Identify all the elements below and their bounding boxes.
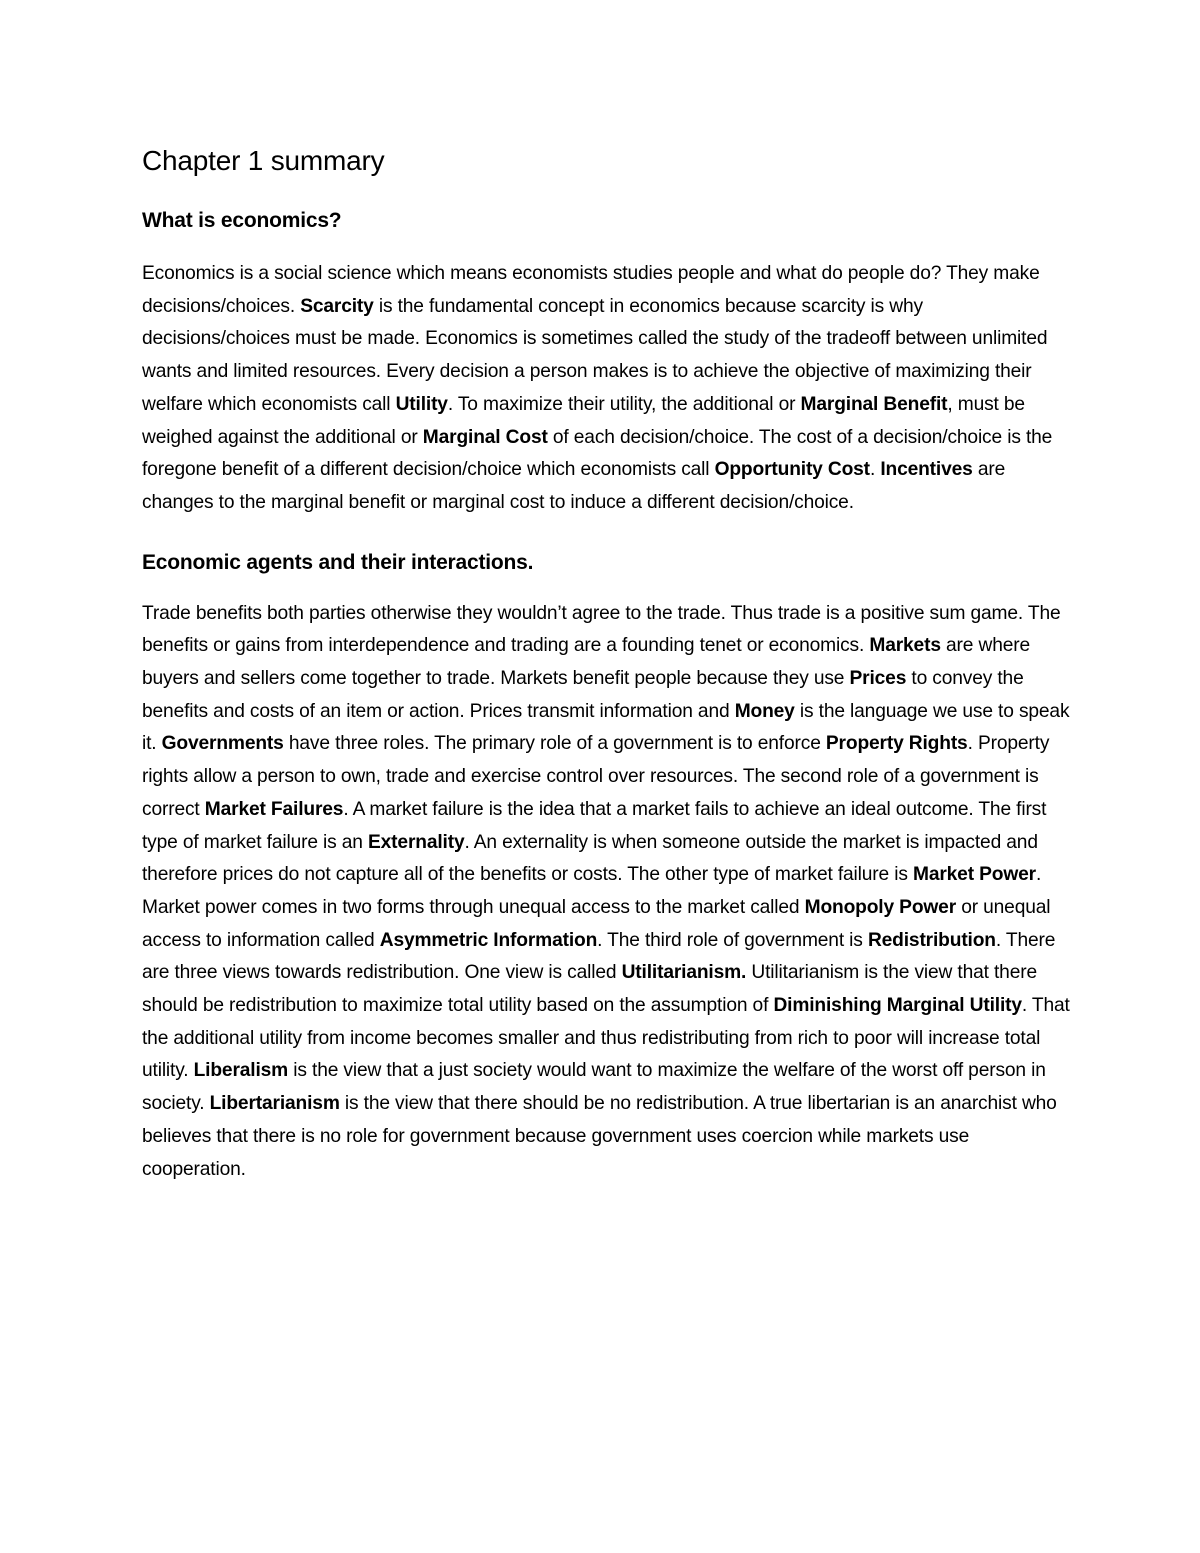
text-run: . A market failure is the idea that a market fails to achieve an ideal outcome. The first type of market failure is an (142, 798, 1047, 853)
key-term: Asymmetric Information (379, 929, 598, 951)
text-run: , must be weighed against the additional or (142, 393, 1025, 448)
key-term: Money (734, 700, 795, 722)
text-run: is the language we use to speak it. (142, 700, 1070, 755)
text-run: or unequal access to information called (142, 896, 1051, 951)
key-term: Diminishing Marginal Utility (773, 995, 1022, 1017)
key-term: Incentives (880, 459, 973, 481)
text-run: . An externality is when someone outside the market is impacted and therefore prices do not capture all of the benefits or costs. The other type of market failure is (142, 831, 1038, 886)
text-run: . That the additional utility from income becomes smaller and thus redistributing from rich to poor will increase total utility. (142, 995, 1070, 1082)
key-term: Market Failures (204, 798, 344, 820)
key-term: Opportunity Cost (714, 459, 870, 481)
text-run: are where buyers and sellers come together to trade. Markets benefit people because they use (142, 635, 1030, 690)
section-heading-economic-agents: Economic agents and their interactions. (142, 550, 534, 574)
key-term: Market Power (912, 864, 1036, 886)
key-term: Redistribution (867, 929, 996, 951)
key-term: Utilitarianism. (621, 962, 747, 984)
text-run: is the fundamental concept in economics because scarcity is why decisions/choices must be made. Economics is sometimes called the study of the tradeoff between unlimited wants and limited resources. Every decision a person makes is to achieve the objective of maximizing their welfare which economists call (142, 295, 1048, 415)
key-term: Libertarianism (209, 1093, 340, 1115)
text-run: . (869, 459, 881, 481)
text-run: is the view that a just society would want to maximize the welfare of the worst off person in society. (142, 1060, 1046, 1115)
text-run: . The third role of government is (597, 929, 868, 951)
key-term: Liberalism (193, 1060, 289, 1082)
key-term: Marginal Cost (422, 426, 548, 448)
document-title: Chapter 1 summary (142, 145, 385, 176)
text-run: Economics is a social science which means economists studies people and what do people do? They make decisions/choices. (142, 263, 1040, 317)
section-heading-what-is-economics: What is economics? (142, 209, 342, 232)
text-run: . To maximize their utility, the additional or (447, 393, 801, 415)
text-run: Utilitarianism is the view that there should be redistribution to maximize total utility based on the assumption of (142, 962, 1037, 1017)
key-term: Governments (161, 733, 284, 755)
key-term: Prices (849, 668, 907, 690)
key-term: Markets (869, 635, 941, 657)
document-page (142, 138, 1072, 1186)
text-run: . There are three views towards redistribution. One view is called (142, 929, 1056, 984)
key-term: Externality (368, 831, 465, 853)
text-run: is the view that there should be no redistribution. A true libertarian is an anarchist who believes that there is no role for government because government uses coercion while markets use cooperation. (142, 1093, 1057, 1180)
text-run: of each decision/choice. The cost of a decision/choice is the foregone benefit of a different decision/choice which economists call (142, 426, 1053, 481)
key-term: Property Rights (825, 733, 968, 755)
paragraph-what-is-economics (142, 258, 1072, 520)
key-term: Utility (395, 393, 448, 415)
text-run: to convey the benefits and costs of an item or action. Prices transmit information and (142, 668, 1024, 722)
paragraph-economic-agents (142, 598, 1072, 1187)
text-run: have three roles. The primary role of a government is to enforce (283, 733, 826, 755)
text-run: . Market power comes in two forms through unequal access to the market called (142, 864, 1042, 918)
text-run: Trade benefits both parties otherwise they wouldn’t agree to the trade. Thus trade is a positive sum game. The benefits or gains from interdependence and trading are a founding tenet or economics. (142, 602, 1061, 657)
text-run: . Property rights allow a person to own, trade and exercise control over resources. The second role of a government is correct (142, 733, 1050, 820)
text-run: are changes to the marginal benefit or marginal cost to induce a different decision/choice. (142, 459, 1006, 513)
key-term: Scarcity (300, 295, 374, 317)
key-term: Marginal Benefit (800, 393, 948, 415)
key-term: Monopoly Power (804, 896, 957, 918)
